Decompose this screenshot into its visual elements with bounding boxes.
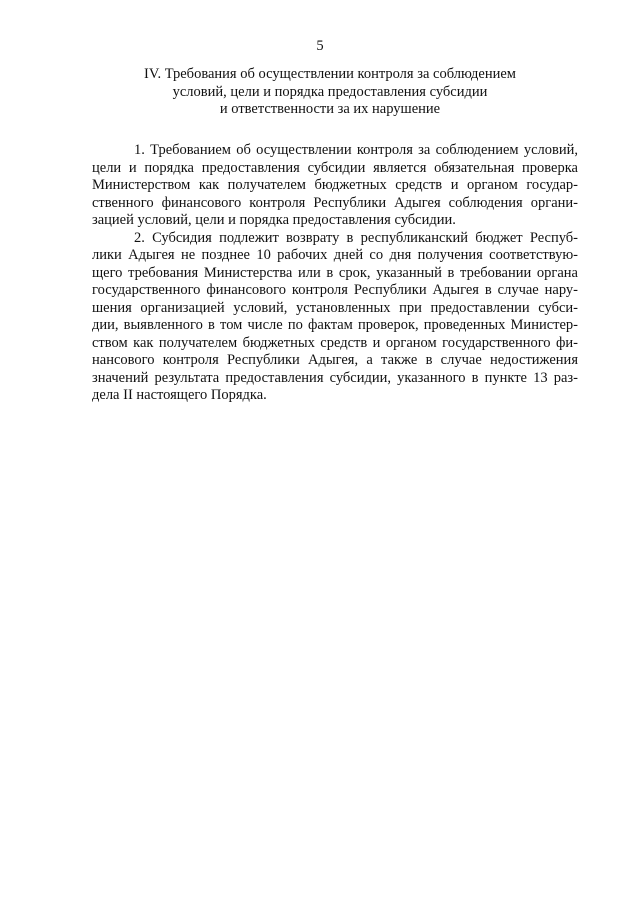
- paragraph-line: дии, выявленного в том числе по фактам проверок, проведенных Министер-: [92, 317, 578, 333]
- paragraph-line: значений результата предоставления субсидии, указанного в пункте 13 раз-: [92, 369, 578, 386]
- paragraph-line: шения организацией условий, установленных при предоставлении субси-: [92, 299, 578, 316]
- paragraph-line: ством как получателем бюджетных средств и органом государственного фи-: [92, 334, 578, 351]
- paragraph-line: цели и порядка предоставления субсидии является обязательная проверка: [92, 159, 578, 176]
- paragraph-line: 2. Субсидия подлежит возврату в республиканский бюджет Респуб-: [134, 229, 578, 246]
- section-title-line: IV. Требования об осуществлении контроля за соблюдением: [144, 66, 516, 82]
- section-title: [120, 66, 540, 119]
- paragraph-line: щего требования Министерства или в срок, указанный в требовании органа: [92, 264, 578, 281]
- section-title-line: и ответственности за их нарушение: [219, 101, 441, 117]
- page-number: 5: [316, 38, 324, 54]
- paragraph-line: Министерством как получателем бюджетных средств и органом государ-: [92, 177, 578, 193]
- paragraph-line: ственного финансового контроля Республики Адыгея соблюдения органи-: [92, 194, 578, 211]
- paragraph-line: 1. Требованием об осуществлении контроля за соблюдением условий,: [134, 142, 578, 158]
- document-body: [92, 142, 578, 405]
- paragraph-line: государственного финансового контроля Республики Адыгея в случае нару-: [92, 282, 578, 298]
- paragraph-1: [92, 142, 578, 230]
- paragraph-line: нансового контроля Республики Адыгея, а также в случае недостижения: [92, 352, 578, 368]
- paragraph-line: зацией условий, цели и порядка предоставления субсидии.: [92, 212, 456, 228]
- paragraph-line: лики Адыгея не позднее 10 рабочих дней со дня получения соответствую-: [92, 247, 578, 263]
- paragraph-2: [92, 230, 578, 405]
- paragraph-line: дела II настоящего Порядка.: [92, 387, 267, 403]
- section-title-line: условий, цели и порядка предоставления субсидии: [172, 83, 488, 100]
